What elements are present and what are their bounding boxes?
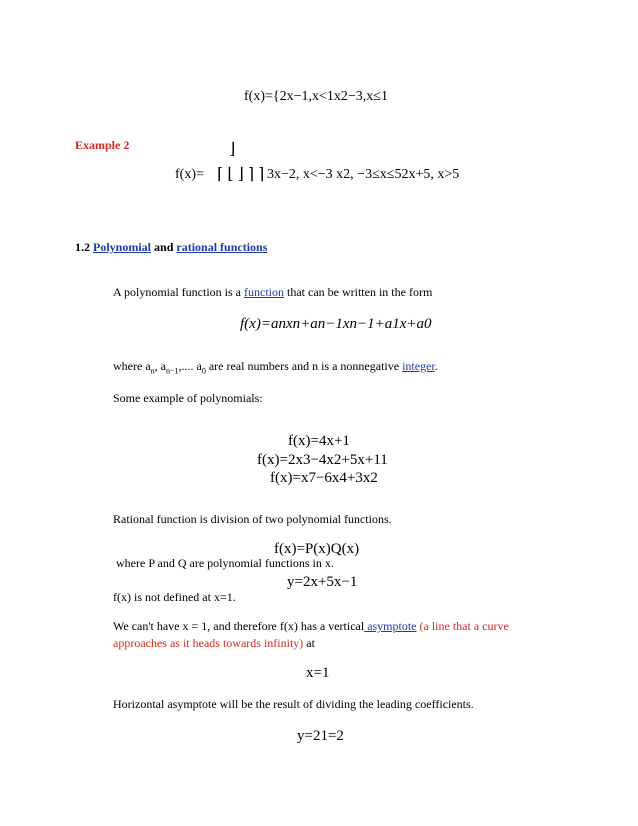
- paragraph-horizontal-asymptote: Horizontal asymptote will be the result of dividing the leading coefficients.: [113, 697, 474, 711]
- section-number: 1.2: [75, 240, 90, 254]
- sub-n-1: n−1: [165, 366, 179, 376]
- polynomial-link[interactable]: Polynomial: [93, 240, 152, 254]
- section-heading: [75, 240, 267, 255]
- paragraph-examples-intro: Some example of polynomials:: [113, 391, 263, 405]
- para2-mid2: ,.... a: [178, 359, 202, 373]
- function-link[interactable]: function: [244, 285, 284, 299]
- piecewise-braces: ⌈ ⌊ ⌋ ⌉ ⌉: [217, 166, 265, 183]
- para2-after: are real numbers and n is a nonnegative: [205, 359, 400, 373]
- polynomial-general-form: f(x)=anxn+an−1xn−1+a1x+a0: [240, 316, 432, 332]
- asymptote-link[interactable]: asymptote: [364, 619, 417, 633]
- sub-n: n: [150, 366, 155, 376]
- sub-0: 0: [201, 366, 206, 376]
- paragraph-vertical-asymptote: [113, 619, 509, 634]
- polynomial-example-3: f(x)=x7−6x4+3x2: [270, 470, 378, 486]
- brace-top: ⌋: [229, 141, 236, 158]
- paragraph-not-defined: f(x) is not defined at x=1.: [113, 590, 236, 604]
- integer-link[interactable]: integer: [402, 359, 435, 373]
- vertical-asymptote-equation: x=1: [306, 665, 330, 681]
- rational-function-equation: f(x)=P(x)Q(x): [274, 541, 360, 557]
- paragraph-rational-definition: Rational function is division of two polynomial functions.: [113, 512, 392, 526]
- para1-after: that can be written in the form: [287, 285, 433, 299]
- para2-end: .: [434, 359, 438, 373]
- example-2-rhs: 3x−2, x<−3 x2, −3≤x≤52x+5, x>5: [267, 167, 460, 182]
- paragraph-coefficients: [113, 359, 438, 375]
- asymptote-definition-2: approaches as it heads towards infinity): [113, 636, 304, 650]
- asymptote-definition-1: (a line that a curve: [419, 619, 509, 633]
- rational-functions-link[interactable]: rational functions: [176, 240, 268, 254]
- para7-before: We can't have x = 1, and therefore f(x) has a vertical: [113, 619, 365, 633]
- para1-before: A polynomial function is a: [113, 285, 241, 299]
- polynomial-example-2: f(x)=2x3−4x2+5x+11: [257, 452, 388, 468]
- paragraph-p-and-q: where P and Q are polynomial functions in x.: [116, 556, 334, 570]
- example-2-heading: Example 2: [75, 138, 130, 152]
- para7-after: at: [306, 636, 315, 650]
- example-2-lhs: f(x)=: [175, 167, 204, 182]
- horizontal-asymptote-equation: y=21=2: [297, 728, 344, 744]
- section-and: and: [154, 240, 174, 254]
- para2-mid1: , a: [154, 359, 166, 373]
- para2-before: where a: [113, 359, 151, 373]
- paragraph-vertical-asymptote-line2: [113, 636, 315, 651]
- piecewise-equation-1: f(x)={2x−1,x<1x2−3,x≤1: [244, 89, 388, 104]
- rational-example-equation: y=2x+5x−1: [287, 574, 358, 590]
- polynomial-example-1: f(x)=4x+1: [288, 433, 350, 449]
- paragraph-polynomial-definition: [113, 285, 432, 300]
